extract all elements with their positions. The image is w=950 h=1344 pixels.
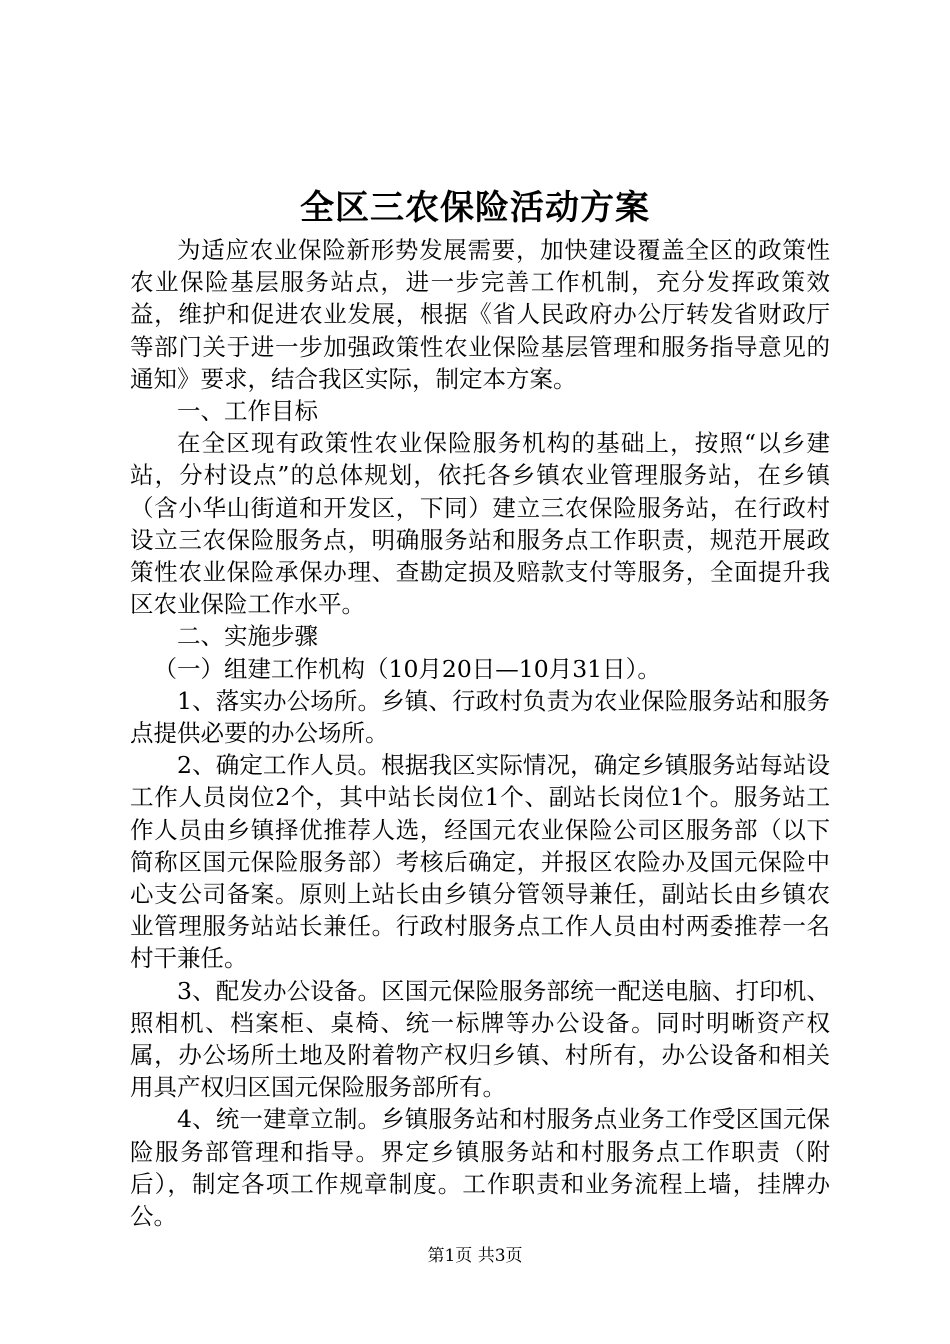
paragraph-intro: 为适应农业保险新形势发展需要，加快建设覆盖全区的政策性农业保险基层服务站点，进一步完善工作机制，充分发挥政策效益，维护和促进农业发展，根据《省人民政府办公厅转发省财政厅等部门关于进一步加强政策性农业保险基层管理和服务指导意见的通知》要求，结合我区实际，制定本方案。 — [130, 236, 830, 393]
subsection-heading-organize: （一）组建工作机构（10月20日—10月31日）。 — [153, 654, 661, 683]
page-footer: 第1页 共3页 — [427, 1246, 523, 1266]
page-title: 全区三农保险活动方案 — [300, 188, 650, 228]
paragraph-item-3: 3、配发办公设备。区国元保险服务部统一配送电脑、打印机、照相机、档案柜、桌椅、统一标牌等办公设备。同时明晰资产权属，办公场所土地及附着物产权归乡镇、村所有，办公设备和相关用具产权归区国元保险服务部所有。 — [130, 976, 830, 1102]
paragraph-item-1: 1、落实办公场所。乡镇、行政村负责为农业保险服务站和服务点提供必要的办公场所。 — [130, 686, 830, 748]
document-body — [130, 234, 830, 1232]
section-heading-steps: 二、实施步骤 — [177, 622, 318, 651]
paragraph-item-4: 4、统一建章立制。乡镇服务站和村服务点业务工作受区国元保险服务部管理和指导。界定乡镇服务站和村服务点工作职责（附后），制定各项工作规章制度。工作职责和业务流程上墙，挂牌办公。 — [130, 1105, 830, 1231]
section-heading-goals: 一、工作目标 — [177, 397, 318, 426]
paragraph-goals: 在全区现有政策性农业保险服务机构的基础上，按照“以乡建站，分村设点”的总体规划，依托各乡镇农业管理服务站，在乡镇（含小华山街道和开发区，下同）建立三农保险服务站，在行政村设立三农保险服务点，明确服务站和服务点工作职责，规范开展政策性农业保险承保办理、查勘定损及赔款支付等服务，全面提升我区农业保险工作水平。 — [130, 429, 830, 619]
paragraph-item-2: 2、确定工作人员。根据我区实际情况，确定乡镇服务站每站设工作人员岗位2个，其中站长岗位1个、副站长岗位1个。服务站工作人员由乡镇择优推荐人选，经国元农业保险公司区服务部（以下简称区国元保险服务部）考核后确定，并报区农险办及国元保险中心支公司备案。原则上站长由乡镇分管领导兼任，副站长由乡镇农业管理服务站站长兼任。行政村服务点工作人员由村两委推荐一名村干兼任。 — [130, 751, 830, 973]
